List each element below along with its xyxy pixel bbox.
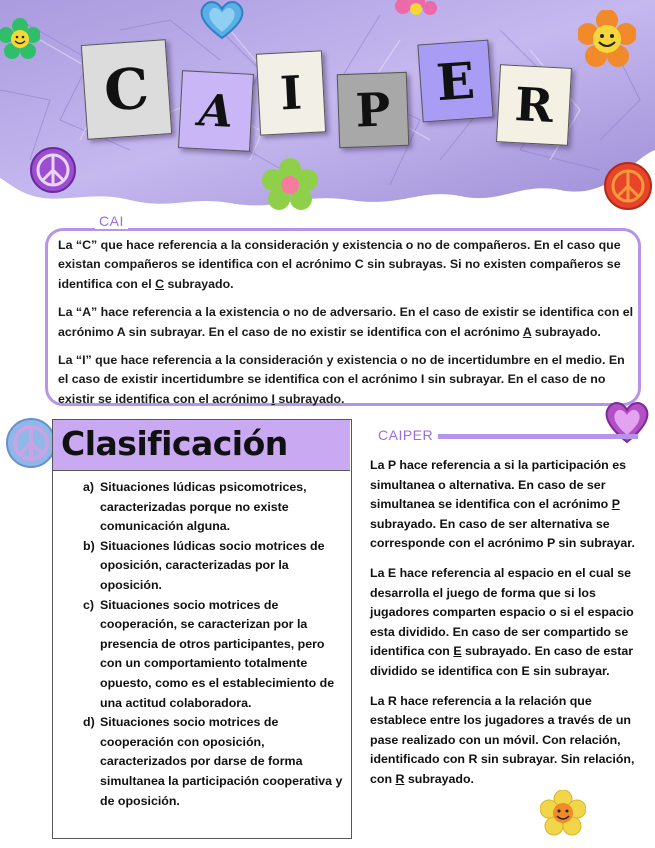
list-item: c) Situaciones socio motrices de cooperación, se caracterizan por la presencia de otros participantes, pero con un comportamiento totalmente opuesto, como es el establecimiento de una actitud colaboradora. bbox=[83, 597, 335, 710]
letter-tile-a: A bbox=[178, 70, 254, 152]
peace-sign-icon bbox=[4, 416, 58, 470]
letter-tile-i: I bbox=[256, 50, 326, 135]
smiley-flower-icon bbox=[540, 790, 586, 836]
header-banner bbox=[0, 0, 655, 215]
clasificacion-box bbox=[52, 419, 352, 839]
caiper-paragraph-p: La P hace referencia a si la participación es simultanea o alternativa. En caso de ser simultanea se identifica con el acrónimo P subrayado. En caso de ser alternativa se corresponde con el acrónimo P sin subrayar. bbox=[370, 458, 635, 551]
cai-paragraph-i: La “I” que hace referencia a la consideración y existencia o no de incertidumbre en el medio. En el caso de existir incertidumbre se identifica con el acrónimo I sin subrayar. En el caso de no existir se identifica con el acrónimo I subrayado. bbox=[58, 353, 625, 406]
cai-text bbox=[58, 236, 634, 418]
cai-paragraph-c: La “C” que hace referencia a la consideración y existencia o no de compañeros. En el caso que existan compañeros se identifica con el acrónimo C sin subrayas. Si no existen compañeros se identifica con el C subrayado. bbox=[58, 238, 621, 291]
flower-icon bbox=[393, 0, 438, 22]
peace-sign-icon bbox=[600, 160, 655, 212]
peace-sign-icon bbox=[28, 145, 78, 195]
caiper-text bbox=[370, 456, 642, 800]
cai-paragraph-a: La “A” hace referencia a la existencia o no de adversario. En el caso de existir se identifica con el acrónimo A sin subrayar. En el caso de no existir se identifica con el acrónimo A subrayado. bbox=[58, 305, 634, 339]
flower-icon bbox=[262, 158, 318, 210]
smiley-face-icon bbox=[578, 10, 636, 68]
list-item: d) Situaciones socio motrices de cooperación con oposición, caracterizados por darse de forma simultanea la participación cooperativa y de oposición. bbox=[83, 715, 343, 808]
caiper-section-title: CAIPER bbox=[378, 427, 434, 443]
heart-icon bbox=[198, 0, 246, 40]
clasificacion-title: Clasificación bbox=[61, 424, 288, 463]
list-item: a) Situaciones lúdicas psicomotrices, caracterizadas porque no existe comunicación alguna. bbox=[83, 480, 307, 534]
letter-tile-p: P bbox=[337, 72, 410, 148]
caiper-paragraph-r: La R hace referencia a la relación que establece entre los jugadores a través de un pase realizado con un móvil. Con relación, identificado con R sin subrayar. Sin relación, con R subrayado. bbox=[370, 693, 635, 786]
clasificacion-list bbox=[83, 478, 345, 811]
caiper-divider bbox=[438, 434, 638, 439]
smiley-flower-icon bbox=[0, 18, 40, 60]
letter-tile-e: E bbox=[417, 40, 493, 123]
caiper-paragraph-e: La E hace referencia al espacio en el cual se desarrolla el juego de forma que si los jugadores comparten espacio o si el espacio esta dividido. En caso de ser compartido se identifica con E subrayado. En caso de estar dividido se identifica con E sin subrayar. bbox=[370, 565, 634, 678]
cai-section-title: CAI bbox=[95, 213, 128, 229]
letter-tile-c: C bbox=[81, 39, 172, 140]
list-item: b) Situaciones lúdicas socio motrices de oposición, caracterizadas por la oposición. bbox=[83, 538, 325, 592]
clasificacion-title-bar bbox=[53, 420, 350, 471]
letter-tile-r: R bbox=[496, 64, 572, 146]
